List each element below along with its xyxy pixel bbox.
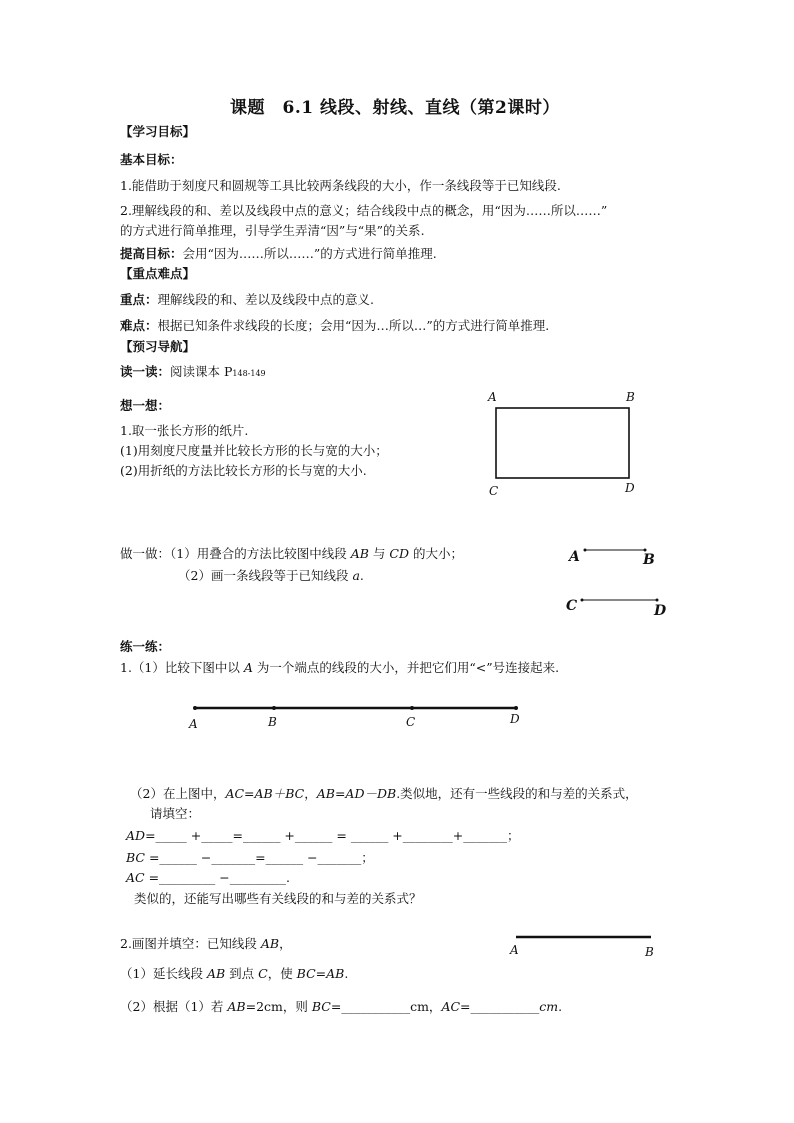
think-item-1: 1.取一张长方形的纸片. (120, 423, 249, 438)
think-label: 想一想： (120, 398, 171, 413)
do-1-text: （1）用叠合的方法比较图中线段 (170, 546, 351, 561)
q2-item-2 (120, 1001, 562, 1014)
q2-label-a: A (510, 943, 519, 957)
basic-goal-label: 基本目标： (120, 152, 183, 167)
rect-label-c: C (489, 484, 499, 498)
preview-heading: 【预习导航】 (120, 339, 196, 354)
q2-item-1 (120, 968, 348, 981)
q2-2-ab: AB (227, 999, 246, 1014)
q2-1-post: . (344, 966, 349, 981)
q2-2-bc: BC (311, 999, 331, 1014)
line-label-a: A (189, 717, 198, 731)
q2-2-val: =2cm，则 (245, 999, 312, 1014)
think-item-3: (2)用折纸的方法比较长方形的长与宽的大小. (120, 463, 367, 478)
do-2-text: （2）画一条线段等于已知线段 (178, 568, 353, 583)
q2-1-text: （1）延长线段 (120, 966, 207, 981)
bc-var: BC (126, 850, 145, 865)
q1-2-text: （2）在上图中， (130, 786, 226, 801)
focus-text: 理解线段的和、差以及线段中点的意义. (157, 292, 374, 307)
line-label-c: C (406, 715, 416, 729)
seg-label-a: A (569, 549, 580, 565)
q2-2-text: （2）根据（1）若 (120, 999, 228, 1014)
rect-label-a: A (488, 390, 497, 404)
line-label-b: B (268, 715, 277, 729)
do-label: 做一做： (120, 546, 171, 561)
q2-2-bc-blank[interactable]: =___________cm， (330, 999, 442, 1014)
line-label-d: D (510, 712, 520, 726)
ac-blanks[interactable]: =_________ −_________. (144, 870, 290, 885)
q2-1-c: C (258, 966, 268, 981)
do-1-post: 的大小； (408, 546, 463, 561)
q2-2-unit: cm (539, 999, 559, 1014)
do-2-post: . (359, 568, 364, 583)
bc-blanks[interactable]: =______ −_______=______ −_______； (144, 850, 374, 865)
q2-1-mid: 到点 (225, 966, 259, 981)
q1-post: 为一个端点的线段的大小，并把它们用“<”号连接起来. (252, 660, 560, 675)
similar-question: 类似的，还能写出哪些有关线段的和与差的关系式？ (134, 891, 422, 906)
q2-1-mid2: ，使 (267, 966, 297, 981)
rect-label-d: D (625, 481, 635, 495)
q2-2-ac: AC (441, 999, 461, 1014)
q1-2-comma: ， (304, 786, 317, 801)
do-1-cd: CD (389, 546, 409, 561)
read-label: 读一读： (120, 364, 171, 379)
q1-2-eq1: AC=AB＋BC (225, 786, 305, 801)
seg-label-c: C (566, 598, 578, 614)
q2-2-ac-blank[interactable]: =___________ (460, 999, 540, 1014)
advanced-goal-text: 会用“因为……所以……”的方式进行简单推理. (182, 246, 437, 261)
rect-label-b: B (626, 390, 635, 404)
q1-2-post: .类似地，还有一些线段的和与差的关系式， (396, 786, 638, 801)
do-1-mid: 与 (368, 546, 390, 561)
think-item-2: (1)用刻度尺度量并比较长方形的长与宽的大小； (120, 443, 388, 458)
basic-goal-2b: 的方式进行简单推理，引导学生弄清“因”与“果”的关系. (120, 223, 425, 238)
ad-var: AD (126, 828, 146, 843)
q2-label-b: B (645, 945, 654, 959)
q2-text: 2.画图并填空：已知线段 (120, 936, 261, 951)
focus-label: 重点： (120, 292, 158, 307)
goals-heading: 【学习目标】 (120, 124, 196, 139)
ad-blanks[interactable]: =_____ +_____=______ +______ = ______ +________+_______； (145, 828, 520, 843)
read-text: 阅读课本 P (170, 364, 233, 379)
seg-label-d: D (654, 603, 667, 619)
q2-ab: AB (260, 936, 280, 951)
basic-goal-2a: 2.理解线段的和、差以及线段中点的意义；结合线段中点的概念，用“因为……所以……” (120, 203, 608, 218)
q2-2-end: . (558, 999, 563, 1014)
q1-2-eq2: AB=AD－DB (316, 786, 397, 801)
keypoints-heading: 【重点难点】 (120, 266, 196, 281)
q2-1-ab: AB (206, 966, 226, 981)
q2-post: ， (279, 936, 292, 951)
basic-goal-1: 1.能借助于刻度尺和圆规等工具比较两条线段的大小，作一条线段等于已知线段. (120, 178, 561, 193)
q1-2-fill: 请填空： (150, 806, 201, 821)
do-1-ab: AB (350, 546, 369, 561)
read-pages: 148-149 (232, 369, 266, 378)
advanced-goal-label: 提高目标： (120, 246, 183, 261)
practice-heading: 练一练： (120, 639, 171, 654)
difficulty-label: 难点： (120, 318, 158, 333)
difficulty-text: 根据已知条件求线段的长度；会用“因为…所以…”的方式进行简单推理. (157, 318, 550, 333)
seg-label-b: B (643, 552, 655, 568)
ac-var: AC (126, 870, 145, 885)
q2-1-eq: BC=AB (296, 966, 345, 981)
q1-text: 1.（1）比较下图中以 (120, 660, 244, 675)
page-title: 课题 6.1 线段、射线、直线（第2课时） (230, 98, 560, 118)
q1-a: A (243, 660, 253, 675)
do-2-a: a (352, 568, 360, 583)
